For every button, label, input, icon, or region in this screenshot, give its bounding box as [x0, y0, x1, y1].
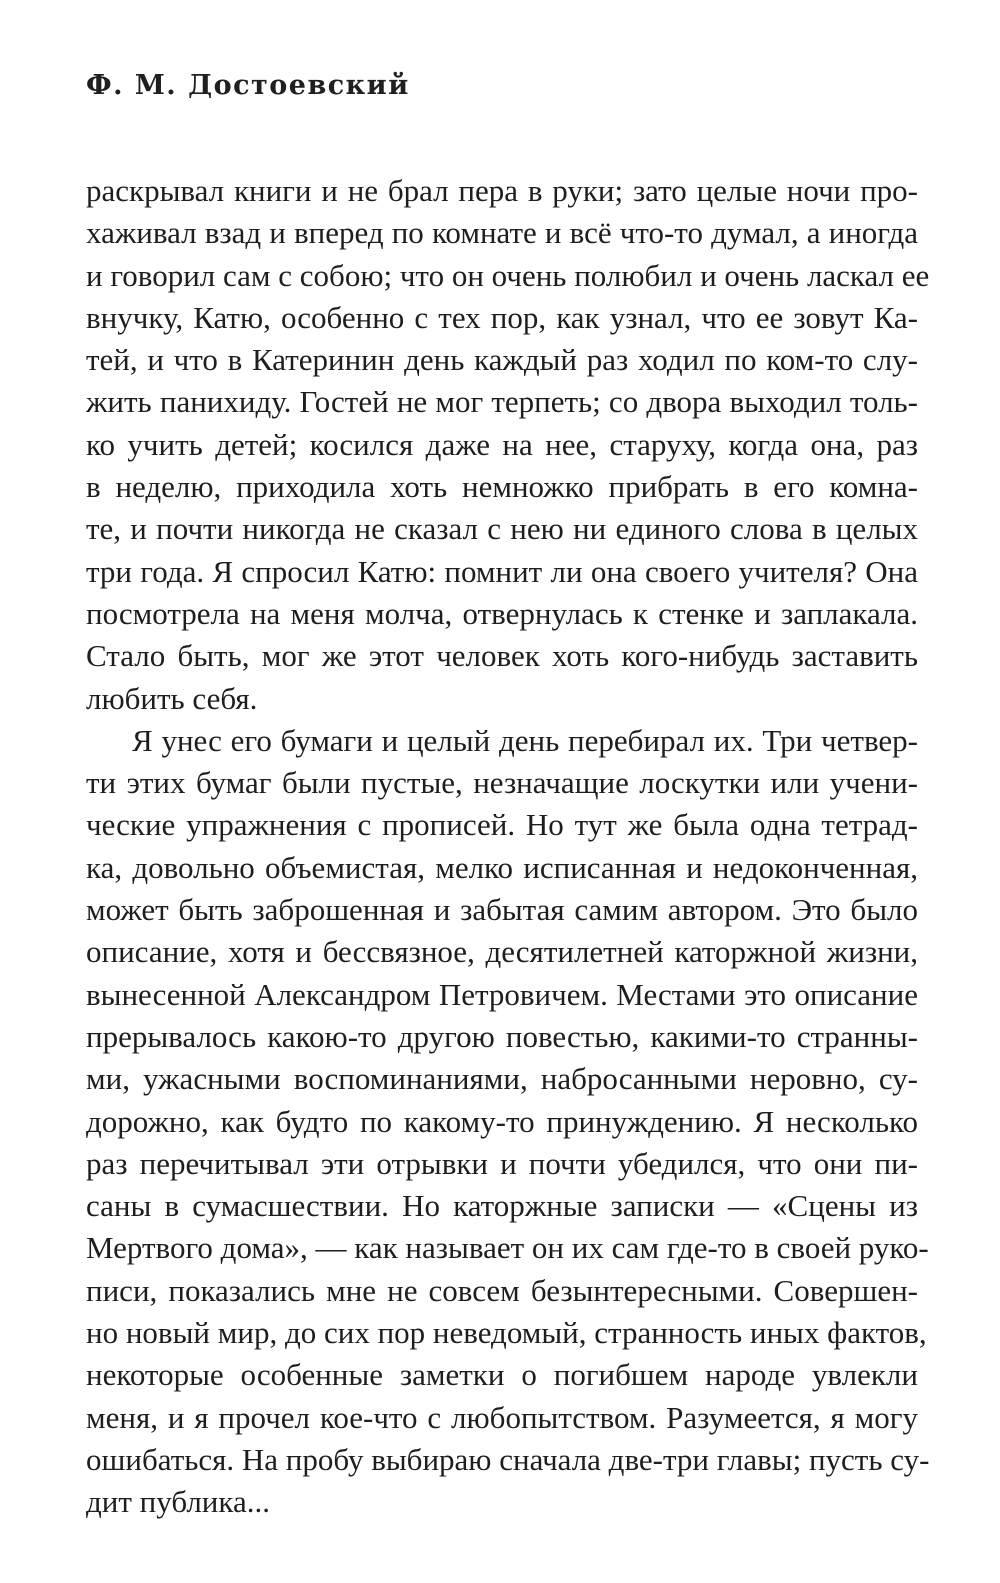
text-line: вынесенной Александром Петровичем. Местами это описание [86, 976, 918, 1012]
text-line: те, и почти никогда не сказал с нею ни единого слова в целых [86, 511, 918, 547]
text-line: прерывалось какою-то другою повестью, какими-то странны- [86, 1018, 918, 1054]
text-line: описание, хотя и бессвязное, десятилетней каторжной жизни, [86, 934, 918, 970]
text-line: жить панихиду. Гостей не мог терпеть; со двора выходил толь- [86, 384, 918, 420]
running-head-author: Ф. М. Достоевский [86, 70, 410, 101]
text-line: дорожно, как будто по какому-то принуждению. Я несколько [86, 1103, 918, 1139]
text-line: Мертвого дома», — как называет он их сам где-то в своей руко- [86, 1230, 929, 1266]
text-line: но новый мир, до сих пор неведомый, странность иных фактов, [86, 1315, 927, 1351]
text-line: ти этих бумаг были пустые, незначащие лоскутки или учени- [86, 765, 918, 801]
text-line: ческие упражнения с прописей. Но тут же была одна тетрад- [86, 807, 918, 843]
text-line: Я унес его бумаги и целый день перебирал их. Три четвер- [132, 722, 918, 758]
text-line: дит публика... [86, 1484, 271, 1520]
text-line: внучку, Катю, особенно с тех пор, как узнал, что ее зовут Ка- [86, 299, 918, 335]
text-line: ка, довольно объемистая, мелко исписанная и недоконченная, [86, 849, 918, 885]
text-line: Стало быть, мог же этот человек хоть кого-нибудь заставить [86, 638, 918, 674]
text-line: раз перечитывал эти отрывки и почти убедился, что они пи- [86, 1145, 918, 1181]
text-line: в неделю, приходила хоть немножко прибрать в его комна- [86, 469, 918, 505]
text-line: некоторые особенные заметки о погибшем народе увлекли [86, 1357, 918, 1393]
text-line: может быть заброшенная и забытая самим автором. Это было [86, 892, 918, 928]
text-line: ошибаться. На пробу выбираю сначала две-три главы; пусть су- [86, 1441, 930, 1477]
text-line: раскрывал книги и не брал пера в руки; зато целые ночи про- [86, 173, 918, 208]
text-line: ко учить детей; косился даже на нее, старуху, когда она, раз [86, 426, 918, 462]
text-line: ми, ужасными воспоминаниями, набросанными неровно, су- [86, 1061, 918, 1097]
text-line: писи, показались мне не совсем безынтересными. Совершен- [86, 1272, 918, 1308]
text-line: посмотрела на меня молча, отвернулась к стенке и заплакала. [86, 595, 918, 631]
text-line: и говорил сам с собою; что он очень полюбил и очень ласкал ее [86, 257, 930, 293]
body-text [86, 170, 930, 1524]
paragraph-2 [86, 720, 930, 1524]
text-line: меня, и я прочел кое-что с любопытством. Разумеется, я могу [86, 1399, 918, 1435]
text-line: тей, и что в Катеринин день каждый раз ходил по ком-то слу- [86, 342, 918, 378]
text-line: три года. Я спросил Катю: помнит ли она своего учителя? Она [86, 553, 918, 589]
text-line: саны в сумасшествии. Но каторжные записки — «Сцены из [86, 1188, 918, 1224]
text-line: любить себя. [86, 680, 258, 716]
text-line: хаживал взад и вперед по комнате и всё что-то думал, а иногда [86, 215, 918, 251]
paragraph-1 [86, 170, 930, 720]
